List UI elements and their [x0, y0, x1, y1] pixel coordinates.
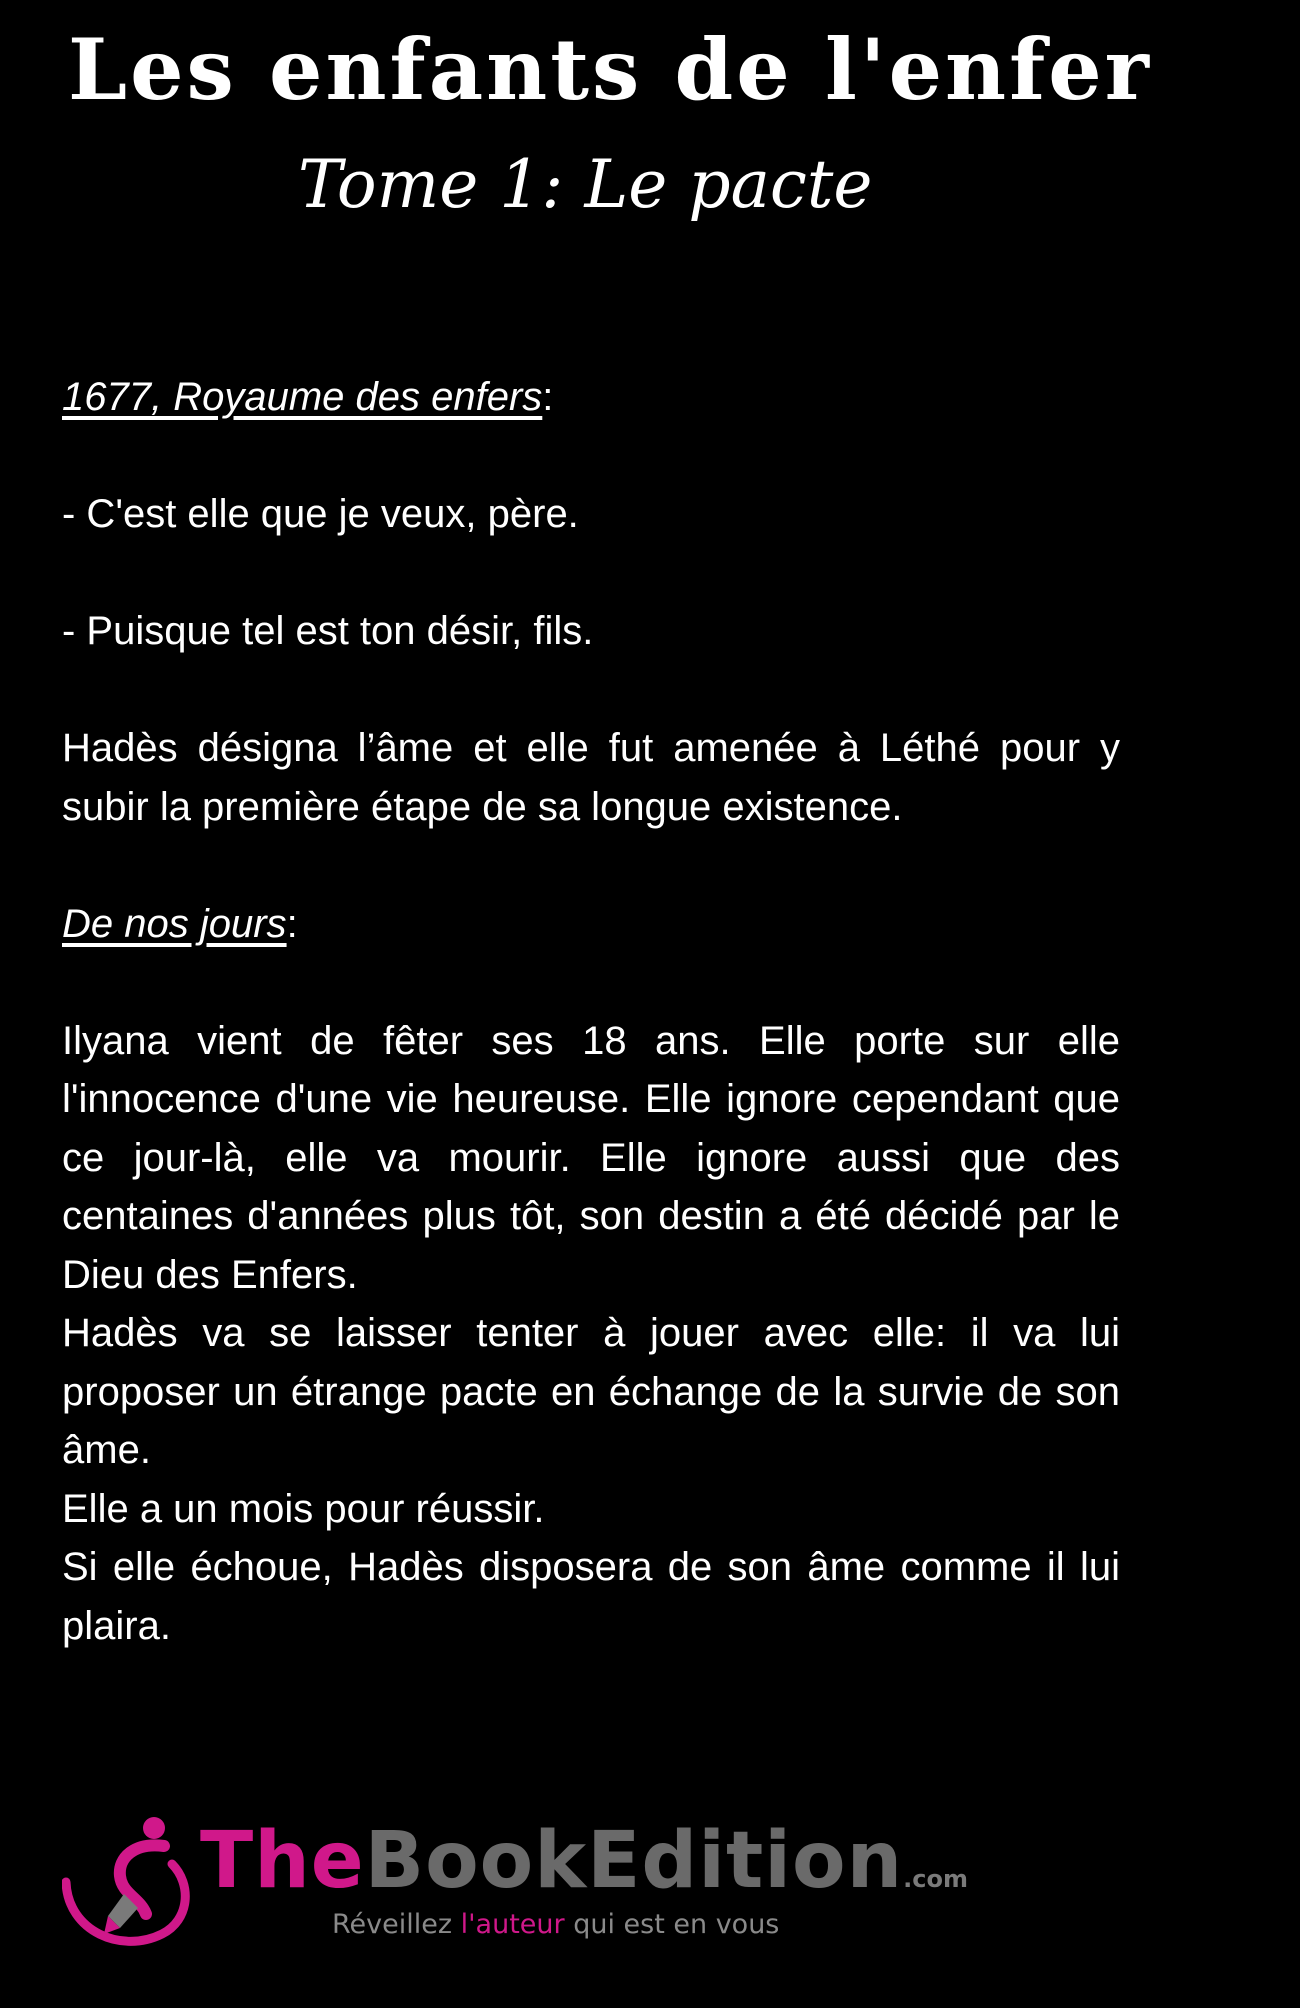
synopsis-paragraph-1: Ilyana vient de fêter ses 18 ans. Elle porte sur elle l'innocence d'une vie heureuse. Elle ignore cependant que ce jour-là, elle va mourir. Elle ignore aussi que des centaines d'années plus tôt, son destin a été décidé par le Dieu des Enfers.: [62, 1018, 1120, 1297]
section-heading-1677-colon: :: [542, 375, 554, 419]
synopsis: [62, 368, 1120, 1655]
thebookedition-logo: [62, 1812, 968, 1962]
book-title: Les enfants de l'enfer: [68, 20, 1152, 119]
logo-tagline-end: qui est en vous: [564, 1909, 780, 1940]
prologue-paragraph: Hadès désigna l’âme et elle fut amenée à Léthé pour y subir la première étape de sa longue existence.: [62, 726, 1120, 829]
section-heading-present-text: De nos jours: [62, 901, 287, 946]
section-heading-1677-text: 1677, Royaume des enfers: [62, 375, 543, 419]
logo-tagline-start: Réveillez: [332, 1909, 461, 1940]
book-subtitle: Tome 1: Le pacte: [298, 146, 873, 223]
synopsis-paragraph-2: Hadès va se laisser tenter à jouer avec elle: il va lui proposer un étrange pacte en échange de la survie de son âme.: [62, 1311, 1120, 1472]
logo-wordmark-the: The: [200, 1816, 365, 1906]
synopsis-paragraph-4: Si elle échoue, Hadès disposera de son âme comme il lui plaira.: [62, 1545, 1120, 1648]
dialogue-line-2: - Puisque tel est ton désir, fils.: [62, 609, 594, 653]
logo-wordmark-bookedition: BookEdition: [364, 1816, 904, 1906]
person-pen-icon: [62, 1812, 192, 1962]
dialogue-line-1: - C'est elle que je veux, père.: [62, 492, 579, 536]
logo-wordmark-domain: .com: [903, 1865, 968, 1893]
section-heading-present-colon: :: [286, 901, 298, 946]
section-heading-present: [62, 895, 1120, 954]
logo-tagline: [332, 1908, 779, 1942]
logo-tagline-accent: l'auteur: [460, 1909, 565, 1940]
synopsis-paragraph-3: Elle a un mois pour réussir.: [62, 1486, 545, 1531]
section-heading-1677: [62, 368, 1120, 427]
